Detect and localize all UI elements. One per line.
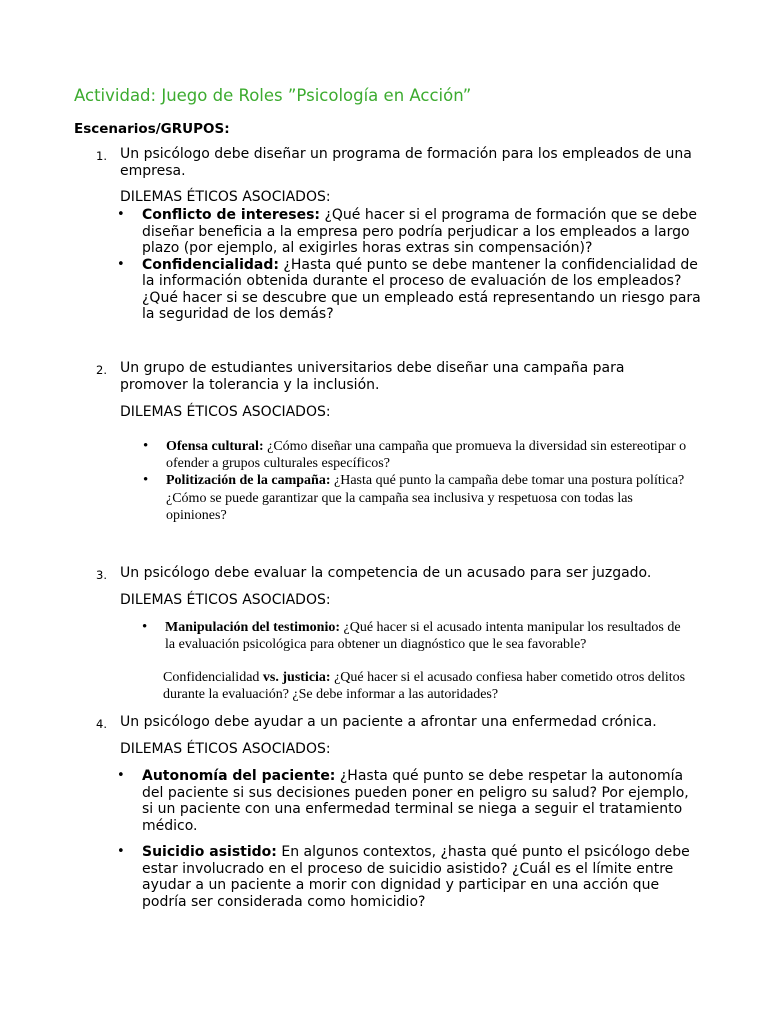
scenario-2-number: 2.	[96, 363, 107, 377]
scenario-1-number: 1.	[96, 149, 107, 163]
dilemma-text: ¿Qué hacer si el acusado confiesa haber cometido otros delitos durante la evaluación? ¿Se debe informar a las autoridades?	[163, 670, 686, 703]
scenario-2-text: Un grupo de estudiantes universitarios debe diseñar una campaña para promover la tolerancia y la inclusión.	[120, 360, 625, 393]
dilemma-prefix: Confidencialidad	[163, 670, 263, 685]
dilemma-term: Conflicto de intereses:	[142, 207, 321, 223]
scenario-3-text: Un psicólogo debe evaluar la competencia de un acusado para ser juzgado.	[120, 565, 652, 581]
scenario-2-dilemmas-label: DILEMAS ÉTICOS ASOCIADOS:	[120, 404, 331, 420]
dilemma-item	[165, 619, 685, 653]
dilemma-item	[142, 768, 702, 834]
dilemma-text: ¿Hasta qué punto se debe respetar la autonomía del paciente si sus decisiones pueden poner en peligro su salud? Por ejemplo, si un paciente con una enfermedad terminal se niega a seguir el tratamiento médico.	[142, 768, 689, 834]
dilemma-term: Confidencialidad:	[142, 256, 279, 273]
dilemma-text: ¿Qué hacer si el acusado intenta manipular los resultados de la evaluación psicológica para obtener un diagnóstico que le sea favorable?	[165, 620, 681, 653]
dilemma-term: Autonomía del paciente:	[142, 768, 336, 784]
scenario-3-dilemmas-label: DILEMAS ÉTICOS ASOCIADOS:	[120, 592, 331, 608]
dilemma-term: Manipulación del testimonio:	[165, 620, 341, 635]
scenario-4-text: Un psicólogo debe ayudar a un paciente a afrontar una enfermedad crónica.	[120, 714, 657, 730]
dilemma-item	[142, 844, 702, 910]
scenario-4-dilemmas-label: DILEMAS ÉTICOS ASOCIADOS:	[120, 741, 331, 757]
scenario-3-extra-dilemma	[163, 669, 703, 703]
dilemma-item	[142, 207, 707, 257]
scenario-1-text: Un psicólogo debe diseñar un programa de formación para los empleados de una empresa.	[120, 146, 692, 179]
dilemma-text: ¿Qué hacer si el programa de formación que se debe diseñar beneficia a la empresa pero podría perjudicar a los empleados a largo plazo (por ejemplo, al exigirles horas extras sin compensación)?	[142, 207, 698, 256]
scenario-3-number: 3.	[96, 568, 107, 582]
dilemma-item	[142, 257, 707, 323]
scenario-4-number: 4.	[96, 717, 107, 731]
dilemma-item	[166, 438, 696, 472]
section-heading: Escenarios/GRUPOS:	[74, 121, 230, 137]
scenario-3-dilemma-list	[165, 619, 685, 653]
dilemma-text: ¿Cómo diseñar una campaña que promueva la diversidad sin estereotipar o ofender a grupos culturales específicos?	[166, 439, 687, 472]
scenario-1-dilemma-list	[142, 207, 707, 323]
scenario-1-dilemmas-label: DILEMAS ÉTICOS ASOCIADOS:	[120, 189, 331, 205]
scenario-4-dilemma-list	[142, 768, 702, 910]
dilemma-text: ¿Hasta qué punto se debe mantener la confidencialidad de la información obtenida durante el proceso de evaluación de los empleados? ¿Qué hacer si se descubre que un empleado está representando un riesgo para la seguridad de los demás?	[142, 256, 701, 322]
scenario-2-dilemma-list	[166, 438, 696, 524]
page-title: Actividad: Juego de Roles ”Psicología en Acción”	[74, 86, 472, 105]
dilemma-term: Suicidio asistido:	[142, 844, 277, 860]
dilemma-term: Ofensa cultural:	[166, 439, 264, 454]
dilemma-text: En algunos contextos, ¿hasta qué punto el psicólogo debe estar involucrado en el proceso de suicidio asistido? ¿Cuál es el límite entre ayudar a un paciente a morir con dignidad y participar en una acción que podría ser considerada como homicidio?	[142, 844, 690, 910]
dilemma-term: vs. justicia:	[262, 670, 331, 685]
dilemma-term: Politización de la campaña:	[166, 473, 331, 489]
dilemma-text: ¿Hasta qué punto la campaña debe tomar una postura política? ¿Cómo se puede garantizar que la campaña sea inclusiva y respetuosa con todas las opiniones?	[166, 473, 685, 523]
dilemma-item	[166, 472, 696, 524]
